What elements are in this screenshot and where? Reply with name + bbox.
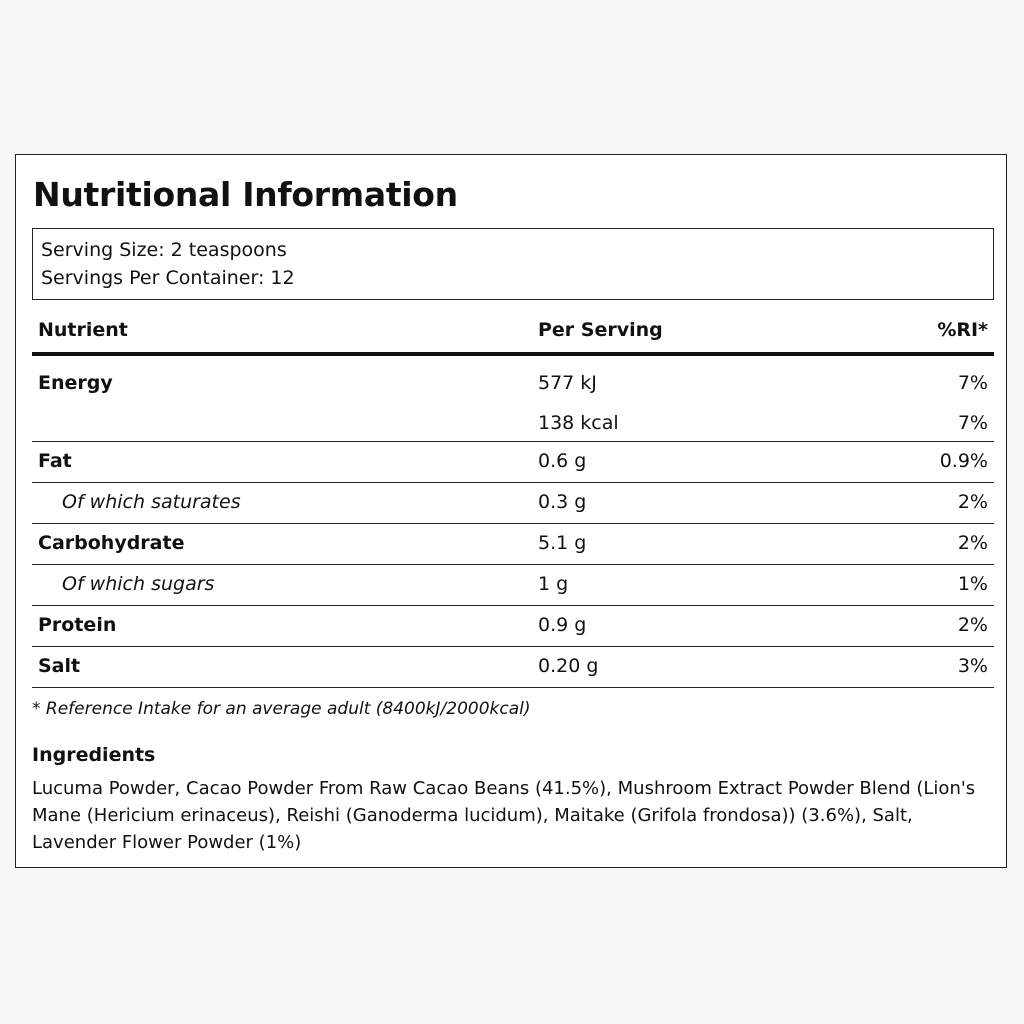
header-per-serving: Per Serving bbox=[538, 319, 663, 341]
table-row-carbohydrate bbox=[32, 524, 994, 565]
energy-kj-value: 577 kJ bbox=[538, 372, 597, 394]
nutrient-value: 0.9 g bbox=[538, 614, 587, 636]
nutrient-ri: 0.9% bbox=[939, 450, 988, 472]
table-row-energy bbox=[32, 356, 994, 442]
table-row-saturates bbox=[32, 483, 994, 524]
nutrient-value: 0.6 g bbox=[538, 450, 587, 472]
energy-kcal-ri: 7% bbox=[957, 412, 988, 434]
energy-kj-ri: 7% bbox=[957, 372, 988, 394]
energy-kcal-value: 138 kcal bbox=[538, 412, 619, 434]
nutrient-name: Carbohydrate bbox=[38, 532, 185, 554]
label-title: Nutritional Information bbox=[33, 175, 458, 214]
nutrient-name: Of which sugars bbox=[62, 573, 215, 595]
table-row-protein bbox=[32, 606, 994, 647]
nutrient-value: 0.3 g bbox=[538, 491, 587, 513]
nutrient-ri: 2% bbox=[957, 614, 988, 636]
header-nutrient: Nutrient bbox=[38, 319, 128, 341]
table-row-salt bbox=[32, 647, 994, 688]
reference-intake-footnote: * Reference Intake for an average adult (8400kJ/2000kcal) bbox=[32, 699, 531, 719]
nutrition-label-panel bbox=[15, 154, 1007, 868]
nutrient-value: 5.1 g bbox=[538, 532, 587, 554]
nutrient-value: 0.20 g bbox=[538, 655, 599, 677]
nutrient-ri: 2% bbox=[957, 491, 988, 513]
servings-per-container: Servings Per Container: 12 bbox=[41, 267, 295, 289]
nutrition-table bbox=[32, 309, 994, 688]
header-ri: %RI* bbox=[937, 319, 988, 341]
serving-size: Serving Size: 2 teaspoons bbox=[41, 239, 287, 261]
ingredients-text: Lucuma Powder, Cacao Powder From Raw Cacao Beans (41.5%), Mushroom Extract Powder Blend (Lion's Mane (Hericium erinaceus), Reishi (Ganoderma lucidum), Maitake (Grifola frondosa)) (3.6%), Salt, Lavender Flower Powder (1%) bbox=[32, 778, 976, 853]
nutrient-ri: 3% bbox=[957, 655, 988, 677]
table-row-fat bbox=[32, 442, 994, 483]
nutrient-name: Energy bbox=[38, 372, 113, 394]
nutrient-name: Protein bbox=[38, 614, 117, 636]
nutrient-name: Of which saturates bbox=[62, 491, 241, 513]
nutrient-ri: 2% bbox=[957, 532, 988, 554]
nutrient-value: 1 g bbox=[538, 573, 569, 595]
nutrient-name: Fat bbox=[38, 450, 72, 472]
nutrient-ri: 1% bbox=[957, 573, 988, 595]
nutrient-name: Salt bbox=[38, 655, 81, 677]
ingredients-heading: Ingredients bbox=[32, 744, 156, 766]
table-row-sugars bbox=[32, 565, 994, 606]
table-header-row bbox=[32, 309, 994, 356]
serving-info-box bbox=[32, 228, 994, 300]
